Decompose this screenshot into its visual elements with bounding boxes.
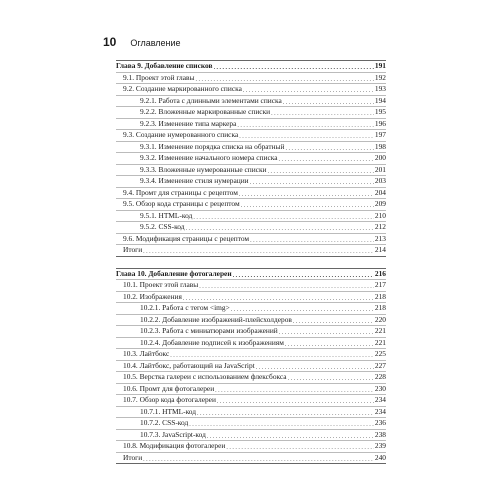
toc-entry-page: 221	[374, 337, 386, 347]
toc-chapter-heading[interactable]	[116, 269, 386, 281]
toc-entry-title: 10.6. Промт для фотогалереи	[123, 383, 215, 393]
toc-entry-title: 10.2.2. Добавление изображений-плейсхолдеров	[140, 314, 292, 324]
toc-entry-title: Итоги	[123, 245, 143, 254]
toc-entry-title: Глава 10. Добавление фотогалереи	[116, 268, 232, 278]
dot-leader	[239, 133, 374, 141]
dot-leader	[285, 340, 374, 348]
toc-entry-page: 191	[374, 61, 386, 70]
toc-entry-title: Итоги	[123, 452, 143, 462]
dot-leader	[226, 444, 374, 452]
toc-entry[interactable]	[116, 142, 386, 154]
toc-entry-title: 10.7.1. HTML-код	[140, 406, 197, 416]
toc-entry[interactable]	[116, 407, 386, 419]
toc-entry[interactable]	[116, 292, 386, 304]
dot-leader	[170, 352, 374, 360]
toc-entry[interactable]	[116, 372, 386, 384]
toc-entry[interactable]	[116, 130, 386, 142]
toc-chapter	[116, 269, 386, 465]
toc-entry[interactable]	[116, 430, 386, 442]
dot-leader	[199, 283, 374, 291]
toc-entry-title: 9.6. Модификация страницы с рецептом	[123, 233, 250, 243]
toc-entry-title: 10.5. Верстка галереи с использованием флексбокса	[123, 372, 287, 381]
toc-entry-page: 217	[374, 280, 386, 289]
running-title: Оглавление	[130, 38, 181, 48]
toc-entry-page: 195	[374, 107, 386, 116]
toc-entry-title: 9.2.3. Изменение типа маркера	[140, 118, 237, 128]
dot-leader	[293, 317, 374, 325]
dot-leader	[186, 225, 374, 233]
toc-entry[interactable]	[116, 245, 386, 256]
dot-leader	[283, 98, 374, 106]
dot-leader	[271, 110, 374, 118]
toc-entry-page: 197	[374, 130, 386, 139]
toc-entry-title: 10.1. Проект этой главы	[123, 280, 199, 289]
dot-leader	[250, 179, 374, 187]
toc-entry-title: 9.5.2. CSS-код	[140, 222, 185, 231]
toc-entry-title: 10.8. Модификация фотогалереи	[123, 441, 226, 450]
dot-leader	[250, 236, 374, 244]
toc-entry-page: 227	[374, 360, 386, 370]
toc-entry-page: 218	[374, 291, 386, 301]
toc-entry-page: 203	[374, 176, 386, 185]
dot-leader	[207, 432, 374, 440]
dot-leader	[279, 329, 374, 337]
toc-entry-page: 238	[374, 429, 386, 439]
toc-entry-page: 239	[374, 441, 386, 450]
dot-leader	[197, 409, 374, 417]
toc-entry-title: 10.4. Лайтбокс, работающий на JavaScript	[123, 360, 255, 370]
toc-entry-title: 9.3.1. Изменение порядка списка на обратный	[140, 141, 285, 151]
toc-entry[interactable]	[116, 441, 386, 453]
toc-entry-page: 194	[374, 95, 386, 105]
toc-entry-title: 9.2. Создание маркированного списка	[123, 84, 242, 93]
toc-entry-page: 228	[374, 372, 386, 381]
toc-entry-title: 10.3. Лайтбокс	[123, 349, 170, 358]
toc-entry-page: 198	[374, 141, 386, 151]
table-of-contents	[116, 60, 386, 464]
toc-entry-title: 9.4. Промт для страницы с рецептом	[123, 187, 238, 197]
toc-entry-page: 209	[374, 199, 386, 208]
toc-entry-title: 9.3.3. Вложенные нумерованные списки	[140, 164, 267, 174]
dot-leader	[143, 455, 374, 463]
toc-entry-page: 221	[374, 326, 386, 335]
toc-entry-title: 10.7.3. JavaScript-код	[140, 429, 206, 439]
toc-entry-title: 9.3.2. Изменение начального номера списка	[140, 153, 278, 162]
toc-entry[interactable]	[116, 222, 386, 234]
toc-entry-page: 201	[374, 164, 386, 174]
toc-entry[interactable]	[116, 326, 386, 338]
toc-entry-page: 200	[374, 153, 386, 162]
toc-entry-page: 220	[374, 314, 386, 324]
toc-entry-title: Глава 9. Добавление списков	[116, 61, 213, 70]
toc-entry-title: 9.2.1. Работа с длинными элементами списка	[140, 95, 282, 105]
toc-entry-page: 193	[374, 84, 386, 93]
toc-chapter-heading[interactable]	[116, 61, 386, 73]
toc-entry-page: 216	[374, 268, 386, 278]
toc-entry-title: 9.1. Проект этой главы	[123, 72, 195, 82]
toc-entry[interactable]	[116, 84, 386, 96]
dot-leader	[189, 421, 374, 429]
toc-entry-title: 10.7.2. CSS-код	[140, 418, 189, 427]
toc-entry-title: 10.2.1. Работа с тегом <img>	[140, 303, 230, 312]
dot-leader	[288, 375, 374, 383]
toc-entry-page: 230	[374, 383, 386, 393]
toc-entry-title: 9.5. Обзор кода страницы с рецептом	[123, 199, 240, 208]
dot-leader	[243, 87, 374, 95]
toc-entry-title: 9.5.1. HTML-код	[140, 210, 193, 220]
dot-leader	[268, 167, 374, 175]
toc-entry[interactable]	[116, 199, 386, 211]
toc-entry[interactable]	[116, 395, 386, 407]
toc-entry-title: 10.7. Обзор кода фотогалереи	[123, 395, 216, 404]
toc-entry-page: 236	[374, 418, 386, 427]
page-number: 10	[103, 35, 117, 49]
toc-chapter	[116, 61, 386, 257]
dot-leader	[193, 213, 374, 221]
toc-entry[interactable]	[116, 338, 386, 350]
toc-entry-title: 9.2.2. Вложенные маркированные списки	[140, 107, 271, 116]
toc-entry[interactable]	[116, 119, 386, 131]
toc-entry-page: 240	[374, 452, 386, 462]
toc-entry-page: 192	[374, 72, 386, 82]
toc-entry-page: 212	[374, 222, 386, 231]
toc-entry[interactable]	[116, 211, 386, 223]
toc-entry-title: 10.2.4. Добавление подписей к изображениям	[140, 337, 284, 347]
toc-entry[interactable]	[116, 107, 386, 119]
dot-leader	[231, 306, 374, 314]
toc-entry-page: 234	[374, 395, 386, 404]
dot-leader	[217, 398, 374, 406]
toc-entry-page: 213	[374, 233, 386, 243]
dot-leader	[143, 248, 374, 256]
dot-leader	[183, 294, 374, 302]
page-header	[103, 35, 181, 49]
toc-entry-page: 218	[374, 303, 386, 312]
toc-entry-title: 9.3.4. Изменение стиля нумерации	[140, 176, 249, 185]
toc-entry-page: 204	[374, 187, 386, 197]
toc-entry[interactable]	[116, 153, 386, 165]
toc-entry[interactable]	[116, 303, 386, 315]
toc-entry-title: 9.3. Создание нумерованного списка	[123, 130, 239, 139]
toc-entry-page: 234	[374, 406, 386, 416]
toc-entry[interactable]	[116, 234, 386, 246]
chapter-gap	[116, 257, 386, 269]
toc-entry-page: 196	[374, 118, 386, 128]
toc-entry[interactable]	[116, 453, 386, 464]
toc-entry[interactable]	[116, 165, 386, 177]
toc-entry-page: 214	[374, 245, 386, 254]
toc-entry-title: 10.2.3. Работа с миниатюрами изображений	[140, 326, 278, 335]
dot-leader	[214, 64, 374, 72]
toc-entry[interactable]	[116, 384, 386, 396]
toc-entry[interactable]	[116, 188, 386, 200]
toc-entry[interactable]	[116, 315, 386, 327]
toc-entry[interactable]	[116, 96, 386, 108]
dot-leader	[195, 75, 373, 83]
toc-entry[interactable]	[116, 361, 386, 373]
dot-leader	[278, 156, 373, 164]
toc-entry-page: 210	[374, 210, 386, 220]
toc-entry[interactable]	[116, 176, 386, 188]
toc-entry[interactable]	[116, 73, 386, 85]
toc-entry-page: 225	[374, 349, 386, 358]
toc-entry[interactable]	[116, 280, 386, 292]
dot-leader	[256, 363, 374, 371]
dot-leader	[233, 271, 374, 279]
dot-leader	[241, 202, 374, 210]
dot-leader	[239, 190, 374, 198]
toc-entry[interactable]	[116, 418, 386, 430]
toc-entry-title: 10.2. Изображения	[123, 291, 182, 301]
dot-leader	[215, 386, 374, 394]
dot-leader	[285, 144, 373, 152]
dot-leader	[237, 121, 374, 129]
toc-entry[interactable]	[116, 349, 386, 361]
